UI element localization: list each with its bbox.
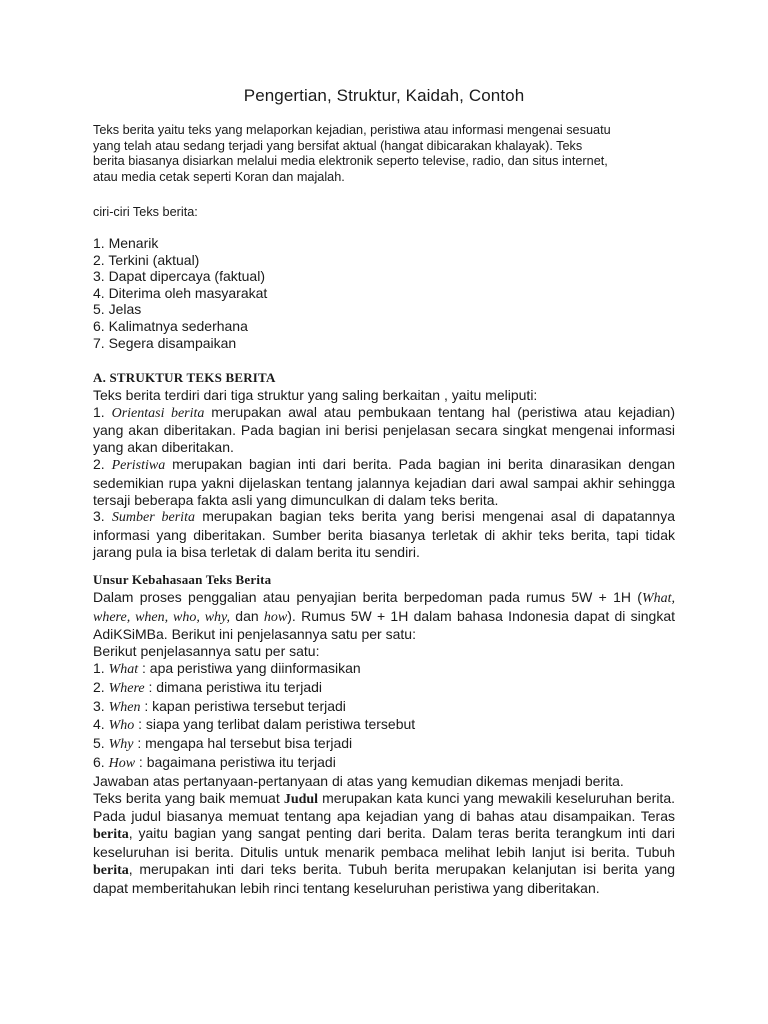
unsur-paragraph bbox=[93, 589, 675, 643]
paragraph-text: merupakan kata kunci yang mewakili keseluruhan berita. Pada judul biasanya memuat tentang apa kejadian yang di bahas atau disampaikan. Teras bbox=[93, 789, 675, 825]
item-number: 1. bbox=[93, 659, 105, 676]
section-heading: Unsur Kebahasaan Teks Berita bbox=[93, 572, 272, 587]
paragraph-text: Teks berita yang baik memuat bbox=[93, 789, 284, 806]
section-intro: Teks berita terdiri dari tiga struktur yang saling berkaitan , yaitu meliputi: bbox=[93, 386, 538, 403]
section-struktur bbox=[93, 370, 675, 561]
item-term: Sumber berita bbox=[111, 510, 195, 526]
ciri-label: ciri-ciri Teks berita: bbox=[93, 205, 198, 219]
list-item bbox=[93, 698, 675, 717]
list-item: 3. Dapat dipercaya (faktual) bbox=[93, 268, 265, 285]
item-text: merupakan bagian teks berita yang berisi mengenai asal di dapatannya informasi yang diberitakan. Sumber berita biasanya terletak di akhir teks berita, tapi tidak jarang pula ia bisa terletak di dalam berita itu sendiri. bbox=[93, 508, 675, 560]
unsur-paragraph bbox=[93, 790, 675, 897]
item-number: 2. bbox=[93, 455, 105, 472]
item-number: 6. bbox=[93, 753, 105, 770]
item-term: What bbox=[108, 661, 139, 677]
paragraph-text: , merupakan inti dari teks berita. Tubuh berita merupakan kelanjutan isi berita yang dapat memberitahukan lebih rinci tentang keseluruhan peristiwa yang diberitakan. bbox=[93, 860, 675, 896]
list-item bbox=[93, 679, 675, 698]
item-text: : bagaimana peristiwa itu terjadi bbox=[135, 753, 336, 770]
list-item bbox=[93, 735, 675, 754]
term-berita: berita bbox=[93, 862, 129, 878]
item-term: Orientasi berita bbox=[111, 405, 205, 421]
intro-line: atau media cetak seperti Koran dan majalah. bbox=[93, 170, 345, 185]
list-item: 7. Segera disampaikan bbox=[93, 334, 237, 351]
item-number: 3. bbox=[93, 508, 105, 525]
section-heading: A. STRUKTUR TEKS BERITA bbox=[93, 370, 276, 385]
paragraph-text: dan bbox=[230, 607, 264, 624]
item-text: merupakan awal atau pembukaan tentang hal (peristiwa atau kejadian) yang akan diberitakan. Pada bagian ini berisi penjelasan secara singkat mengenai informasi yang akan diberitakan. bbox=[93, 403, 675, 456]
paragraph-text: Dalam proses penggalian atau penyajian berita berpedoman pada rumus 5W + 1H ( bbox=[93, 588, 642, 605]
list-item: 5. Jelas bbox=[93, 301, 142, 318]
term-list: What, where, when, who, why, bbox=[93, 590, 675, 625]
section-unsur bbox=[93, 572, 675, 896]
item-number: 3. bbox=[93, 697, 105, 714]
list-item: 1. Menarik bbox=[93, 235, 159, 251]
intro-line: yang telah atau sedang terjadi yang bersifat aktual (hangat dibicarakan khalayak). Teks bbox=[93, 138, 583, 153]
item-term: When bbox=[108, 699, 141, 715]
paragraph-text: , yaitu bagian yang sangat penting dari berita. Dalam teras berita terangkum inti dari keseluruhan isi berita. Ditulis untuk menarik pembaca melihat lebih lanjut isi berita. Tubuh bbox=[93, 825, 675, 860]
item-text: : dimana peristiwa itu terjadi bbox=[144, 678, 323, 695]
ciri-list bbox=[93, 235, 675, 351]
item-term: Why bbox=[108, 737, 134, 753]
item-text: merupakan bagian inti dari berita. Pada bagian ini berita dinarasikan dengan sedemikian rupa yakni dijelaskan tentang jalannya kejadian dari awal sampai akhir sehingga tersaji beberapa fakta asli yang dimunculkan di dalam teks berita. bbox=[93, 455, 676, 508]
intro-line: Teks berita yaitu teks yang melaporkan kejadian, peristiwa atau informasi mengenai sesuatu bbox=[93, 123, 611, 137]
item-number: 4. bbox=[93, 716, 105, 733]
term-how: how bbox=[263, 609, 288, 625]
list-item: 6. Kalimatnya sederhana bbox=[93, 317, 248, 334]
term-berita: berita bbox=[93, 827, 129, 843]
item-number: 2. bbox=[93, 678, 105, 695]
item-term: How bbox=[108, 755, 136, 771]
list-item bbox=[93, 716, 675, 735]
item-text: : mengapa hal tersebut bisa terjadi bbox=[133, 735, 353, 752]
item-text: : apa peristiwa yang diinformasikan bbox=[138, 659, 361, 676]
list-item: 4. Diterima oleh masyarakat bbox=[93, 284, 268, 301]
list-item bbox=[93, 754, 675, 773]
paragraph-text: ). Rumus 5W + 1H dalam bahasa Indonesia dapat di singkat AdiKSiMBa. Berikut ini penjelasannya satu per satu: bbox=[93, 607, 676, 643]
struktur-item bbox=[93, 508, 675, 560]
unsur-paragraph: Berikut penjelasannya satu per satu: bbox=[93, 643, 320, 660]
list-item bbox=[93, 660, 675, 679]
item-term: Peristiwa bbox=[111, 457, 166, 473]
item-text: : kapan peristiwa tersebut terjadi bbox=[140, 697, 346, 714]
page-title: Pengertian, Struktur, Kaidah, Contoh bbox=[243, 86, 525, 105]
item-term: Who bbox=[108, 718, 135, 734]
item-term: Where bbox=[108, 680, 145, 696]
list-item: 2. Terkini (aktual) bbox=[93, 251, 200, 268]
term-judul: Judul bbox=[283, 791, 319, 807]
struktur-item bbox=[93, 456, 675, 508]
item-text: : siapa yang terlibat dalam peristiwa tersebut bbox=[134, 716, 416, 733]
struktur-item bbox=[93, 404, 675, 456]
intro-line: berita biasanya disiarkan melalui media elektronik seperto televise, radio, dan situs internet, bbox=[93, 154, 608, 169]
unsur-paragraph: Jawaban atas pertanyaan-pertanyaan di atas yang kemudian dikemas menjadi berita. bbox=[93, 772, 624, 789]
intro-paragraph bbox=[93, 123, 675, 186]
item-number: 5. bbox=[93, 735, 105, 752]
item-number: 1. bbox=[93, 403, 105, 420]
